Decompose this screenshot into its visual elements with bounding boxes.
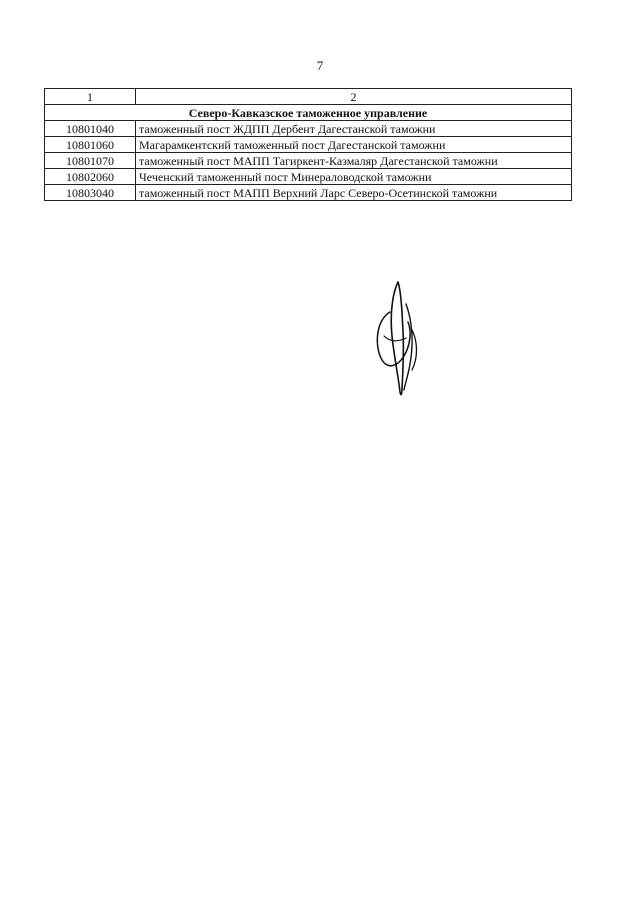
table-row <box>45 185 572 201</box>
section-title: Северо-Кавказское таможенное управление <box>45 105 572 121</box>
section-title-row <box>45 105 572 121</box>
handwritten-signature <box>368 276 428 400</box>
table-header-row <box>45 89 572 105</box>
customs-posts-table <box>44 88 572 201</box>
table-row <box>45 153 572 169</box>
post-name: таможенный пост ЖДПП Дербент Дагестанской таможни <box>136 121 572 137</box>
post-code: 10801070 <box>45 153 136 169</box>
page-number: 7 <box>316 58 324 73</box>
post-name: таможенный пост МАПП Тагиркент-Казмаляр Дагестанской таможни <box>136 153 572 169</box>
post-code: 10801040 <box>45 121 136 137</box>
post-code: 10802060 <box>45 169 136 185</box>
table-row <box>45 169 572 185</box>
table-row <box>45 137 572 153</box>
table-row <box>45 121 572 137</box>
post-code: 10803040 <box>45 185 136 201</box>
header-col-2: 2 <box>136 89 572 105</box>
post-name: Чеченский таможенный пост Минераловодской таможни <box>136 169 572 185</box>
post-code: 10801060 <box>45 137 136 153</box>
post-name: Магарамкентский таможенный пост Дагестанской таможни <box>136 137 572 153</box>
header-col-1: 1 <box>45 89 136 105</box>
post-name: таможенный пост МАПП Верхний Ларс Северо-Осетинской таможни <box>136 185 572 201</box>
